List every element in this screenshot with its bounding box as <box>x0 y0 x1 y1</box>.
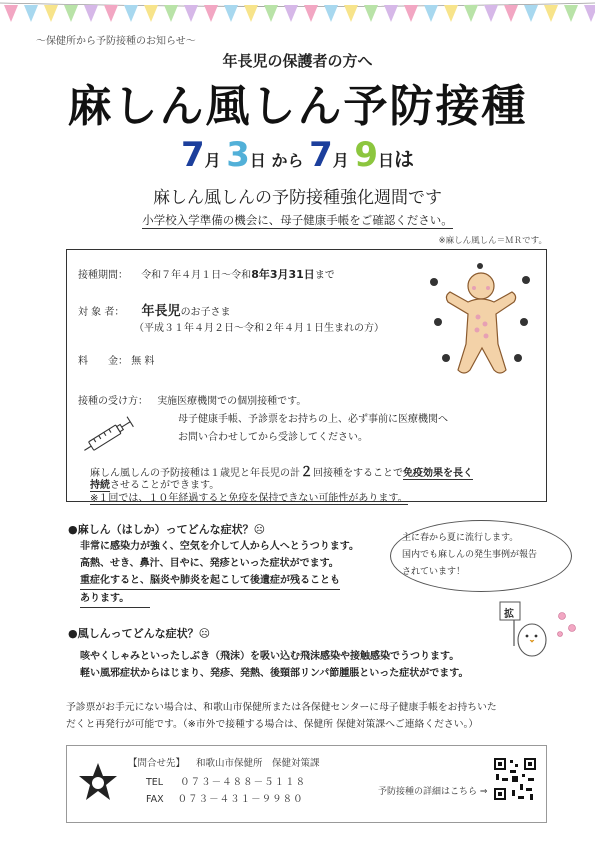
how-label: 接種の受け方： <box>78 396 148 407</box>
bunting-flag <box>404 5 418 22</box>
how-line-2: 母子健康手帳、予診票をお持ちの上、必ず事前に医療機関へ <box>178 414 448 425</box>
target-row <box>78 300 231 319</box>
lead-text: ～保健所から予防接種のお知らせ～ <box>36 36 196 47</box>
prep-note <box>0 212 595 228</box>
contact-label-row <box>128 755 320 769</box>
syringe-icon <box>78 413 140 457</box>
period-label: 接種期間： <box>78 270 128 281</box>
bunting-flag <box>464 5 478 22</box>
audience-heading: 年長児の保護者の方へ <box>222 52 373 70</box>
month-unit: 月 <box>204 151 221 170</box>
bunting-flag <box>504 5 518 22</box>
measles-line: あります。 <box>80 590 150 608</box>
period-end: 8年3月31日 <box>251 268 315 281</box>
sick-child-illustration <box>422 262 540 380</box>
bunting-flag <box>584 5 595 22</box>
period-row <box>78 266 335 282</box>
page-title: 麻しん風しん予防接種 <box>67 81 528 132</box>
note-count: ２ <box>300 465 314 480</box>
fee-label: 料 金： <box>78 356 128 367</box>
bunting-flag <box>364 5 378 22</box>
day-unit: 日 <box>249 151 266 170</box>
fax-value: ０７３－４３１－９９８０ <box>177 794 304 805</box>
qr-caption: 予防接種の詳細はこちら ⇒ <box>378 787 488 797</box>
qr-code-icon[interactable] <box>492 756 538 802</box>
measles-line: 重症化すると、脳炎や肺炎を起こして後遺症が残ることも <box>80 572 340 590</box>
contact-office: 和歌山市保健所 保健対策課 <box>196 758 320 769</box>
target-range: （平成３１年４月２日～令和２年４月１日生まれの方） <box>134 323 384 334</box>
cloud-text <box>402 530 537 581</box>
bunting-flag <box>124 5 138 22</box>
bunting-flag <box>204 5 218 22</box>
note-emphasis: 免疫効果を長く <box>403 468 474 479</box>
from-text: から <box>271 151 304 170</box>
note-text: 麻しん風しんの予防接種は１歳児と年長児の計 <box>90 468 300 479</box>
day-unit: 日 <box>378 151 395 170</box>
month-unit: 月 <box>332 151 349 170</box>
period-value: 令和７年４月１日～令和 <box>141 270 252 281</box>
note-text: させることができます。 <box>110 480 220 491</box>
fax-row <box>146 791 304 805</box>
bunting-flag <box>184 5 198 22</box>
reissue-note <box>66 699 497 733</box>
bunting-flag <box>244 5 258 22</box>
reissue-line: だくと再発行が可能です。（※市外で接種する場合は、保健所 保健対策課へご連絡ください。） <box>66 719 479 730</box>
tel-row <box>146 774 306 788</box>
topic-particle: は <box>394 147 415 171</box>
start-month: 7 <box>180 135 205 175</box>
start-day: 3 <box>226 135 250 175</box>
bunting-flag <box>64 5 78 22</box>
bunting-flag <box>544 5 558 22</box>
measles-heading: ●麻しん（はしか）ってどんな症状？☹ <box>68 523 266 536</box>
measles-line: 高熱、せき、鼻汁、目やに、発疹といった症状がでます。 <box>80 558 339 569</box>
note-line-3: ※１回では、１０年経過すると免疫を保持できない可能性があります。 <box>90 489 408 505</box>
tel-label: TEL <box>146 777 164 788</box>
bunting-flag <box>384 5 398 22</box>
campaign-week-text: 麻しん風しんの予防接種強化週間です <box>153 188 442 208</box>
how-value: 実施医療機関での個別接種です。 <box>157 396 307 407</box>
bunting-flag <box>84 5 98 22</box>
bunting-flag <box>4 5 18 22</box>
tel-value: ０７３－４８８－５１１８ <box>180 777 307 788</box>
note-text: 回接種をすることで <box>313 468 404 479</box>
bunting-flag <box>564 5 578 22</box>
city-emblem-icon <box>78 762 118 802</box>
flag-text: 拡 <box>504 609 514 620</box>
how-row <box>78 392 306 407</box>
bunting-flag <box>44 5 58 22</box>
cloud-line: 主に春から夏に流行します。 <box>402 533 519 543</box>
bunting-flag <box>284 5 298 22</box>
bunting-flag <box>104 5 118 22</box>
bunting-flag <box>164 5 178 22</box>
bunting-flag <box>324 5 338 22</box>
rubella-list <box>80 648 469 682</box>
bunting-flag <box>484 5 498 22</box>
contact-label: 【問合せ先】 <box>128 758 186 769</box>
rubella-line: 咳やくしゃみといったしぶき（飛沫）を吸い込む飛沫感染や接触感染でうつります。 <box>80 651 460 662</box>
fee-value: 無 料 <box>131 356 155 367</box>
bunting-flag <box>304 5 318 22</box>
note-emphasis: 持続 <box>90 480 110 491</box>
reissue-line: 予診票がお手元にない場合は、和歌山市保健所または各保健センターに母子健康手帳をお持ちいた <box>66 702 497 713</box>
measles-line: 非常に感染力が強く、空気を介して人から人へとうつります。 <box>80 541 359 552</box>
bunting-flag <box>524 5 538 22</box>
fax-label: FAX <box>146 794 164 805</box>
prep-note-text: 小学校入学準備の機会に、母子健康手帳をご確認ください。 <box>142 213 453 227</box>
bunting-flag <box>444 5 458 22</box>
bunting-flag <box>344 5 358 22</box>
target-value: 年長児 <box>141 304 181 319</box>
bunting-flag <box>264 5 278 22</box>
mr-note: ※麻しん風しん＝ＭＲです。 <box>438 236 547 246</box>
rubella-line: 軽い風邪症状からはじまり、発疹、発熱、後頸部リンパ節腫脹といった症状がでます。 <box>80 668 469 679</box>
fee-row <box>78 352 154 367</box>
bunting-decoration <box>0 0 595 32</box>
bunting-flag <box>144 5 158 22</box>
campaign-dates <box>0 135 595 175</box>
bunting-flag <box>24 5 38 22</box>
end-month: 7 <box>309 135 333 175</box>
cloud-line: 国内でも麻しんの発生事例が報告 <box>402 550 538 560</box>
end-day: 9 <box>354 135 379 175</box>
target-suffix: のお子さま <box>180 307 231 318</box>
rubella-heading: ●風しんってどんな症状？☹ <box>68 627 211 640</box>
bunting-flag <box>424 5 438 22</box>
bunting-flag <box>224 5 238 22</box>
period-suffix: まで <box>314 270 335 281</box>
target-label: 対 象 者： <box>78 307 125 318</box>
how-line-3: お問い合わせしてから受診してください。 <box>178 432 368 443</box>
measles-list <box>80 538 359 608</box>
cloud-line: されています！ <box>402 567 466 577</box>
